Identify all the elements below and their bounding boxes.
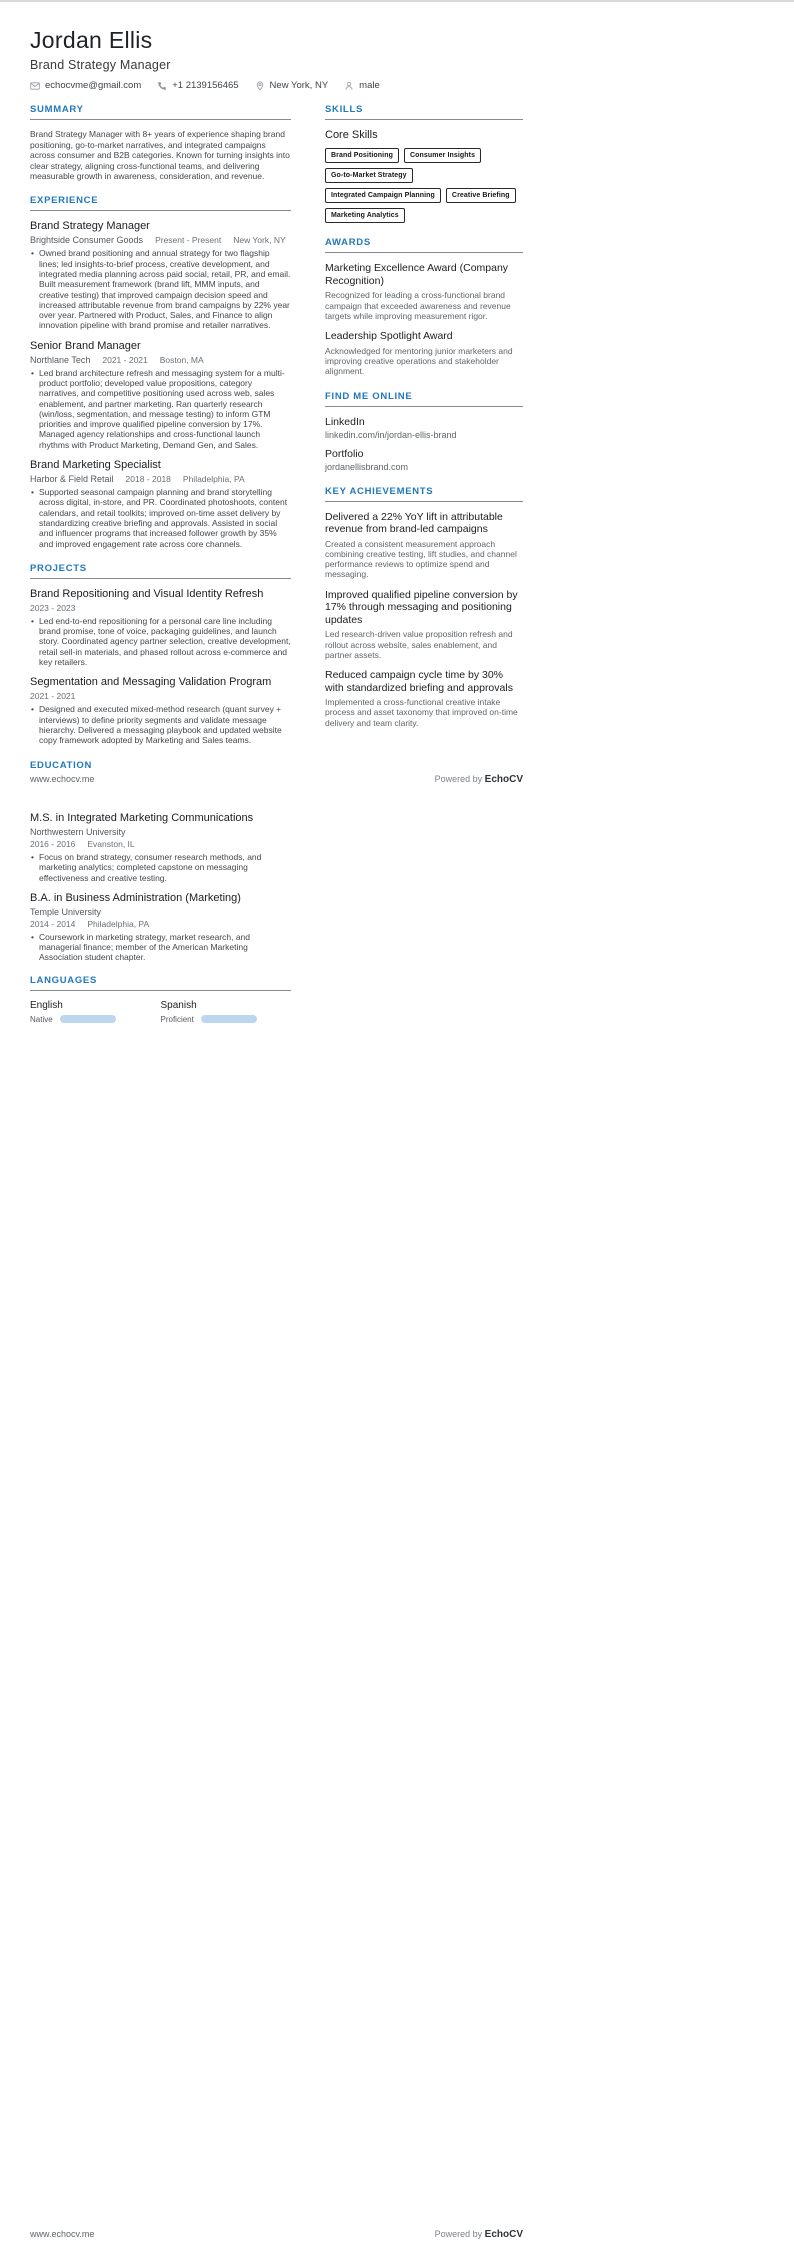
achievement-item — [325, 511, 523, 580]
languages-heading: LANGUAGES — [30, 975, 291, 991]
achievement-description: Led research-driven value proposition refresh and rollout across website, sales enablement, and partner assets. — [325, 629, 513, 660]
job-title: Brand Strategy Manager — [30, 220, 150, 233]
section-languages — [30, 975, 291, 1024]
contact-location-text: New York, NY — [269, 80, 329, 92]
language-level-row — [161, 1015, 292, 1024]
skill-chip: Brand Positioning — [325, 148, 399, 163]
key-achievements-heading: KEY ACHIEVEMENTS — [325, 486, 523, 502]
education-meta — [30, 839, 291, 849]
company-name: Northlane Tech — [30, 354, 91, 365]
award-description: Acknowledged for mentoring junior marketers and improving creative operations and stakeholder alignment. — [325, 345, 513, 377]
candidate-name: Jordan Ellis — [30, 27, 153, 53]
page-footer — [30, 774, 523, 785]
contact-location — [255, 80, 329, 91]
education-bullet: • Coursework in marketing strategy, market research, and managerial finance; member of the American Marketing Association student chapter. — [30, 932, 291, 963]
contact-email-text: echocvme@gmail.com — [45, 80, 142, 92]
education-bullet-list — [30, 932, 291, 963]
profile-label: LinkedIn — [325, 415, 365, 428]
job-bullet: • Led brand architecture refresh and messaging system for a multi-product portfolio; developed value propositions, category narratives, and competitive positioning used across web, sales enablement, and partner marketing. Ran quarterly research (win/loss, segmentation, and message testing) to inform GTM priorities and improve qualified pipeline conversion by 17%. Managed agency relationships and cross-functional launch rhythms with Product Marketing, Demand Gen, and Sales. — [30, 368, 291, 450]
profile-url-link[interactable]: linkedin.com/in/jordan-ellis-brand — [325, 429, 457, 440]
language-level-label: Proficient — [160, 1014, 194, 1024]
project-bullet-list — [30, 616, 291, 667]
company-name: Harbor & Field Retail — [30, 474, 114, 485]
experience-entry — [30, 340, 291, 450]
profile-url-link[interactable]: jordanellisbrand.com — [325, 461, 409, 472]
resume-columns — [30, 104, 764, 789]
skills-chip-list — [325, 148, 523, 223]
achievement-description: Implemented a cross-functional creative intake process and asset taxonomy that improved on-time delivery and team clarity. — [325, 697, 518, 728]
skills-group-label: Core Skills — [325, 129, 378, 142]
project-entry — [30, 588, 291, 667]
job-dates: Present - Present — [155, 235, 222, 246]
contact-row — [30, 80, 764, 91]
find-me-online-heading: FIND ME ONLINE — [325, 391, 523, 407]
degree-title: B.A. in Business Administration (Marketing) — [30, 891, 241, 904]
education-heading: EDUCATION — [30, 760, 291, 776]
footer-site-link[interactable]: www.echocv.me — [30, 774, 95, 784]
job-bullet-list — [30, 368, 291, 450]
job-location: New York, NY — [233, 235, 286, 246]
section-summary — [30, 104, 291, 181]
achievement-title: Reduced campaign cycle time by 30% with standardized briefing and approvals — [325, 669, 513, 694]
job-dates: 2021 - 2021 — [102, 354, 148, 365]
skill-chip: Marketing Analytics — [325, 208, 405, 223]
language-name: Spanish — [160, 999, 197, 1011]
section-projects — [30, 563, 291, 746]
achievement-item — [325, 589, 523, 660]
language-level-label: Native — [30, 1014, 53, 1024]
education-meta — [30, 919, 291, 929]
email-icon — [30, 81, 40, 91]
section-awards — [325, 237, 523, 376]
section-experience — [30, 195, 291, 549]
footer-brand-link[interactable]: EchoCV — [484, 2229, 523, 2240]
awards-heading: AWARDS — [325, 237, 523, 253]
phone-icon — [157, 81, 167, 91]
job-dates: 2018 - 2018 — [125, 474, 171, 485]
project-dates: 2023 - 2023 — [30, 602, 76, 613]
footer-site-link[interactable]: www.echocv.me — [30, 2229, 95, 2239]
experience-entry — [30, 459, 291, 549]
footer-powered-text: Powered by — [434, 774, 483, 784]
education-bullet-list — [30, 852, 291, 883]
online-profile-item — [325, 448, 523, 472]
skill-chip: Go-to-Market Strategy — [325, 168, 413, 183]
language-item — [30, 1000, 161, 1024]
resume-header — [0, 0, 794, 91]
skill-chip: Consumer Insights — [404, 148, 481, 163]
contact-email — [30, 80, 141, 91]
language-proficiency-bar — [201, 1015, 257, 1023]
languages-row — [30, 1000, 291, 1024]
award-item — [325, 262, 523, 321]
project-meta — [30, 691, 291, 701]
job-bullet-list — [30, 487, 291, 549]
project-meta — [30, 603, 291, 613]
page2-left-column — [30, 790, 291, 1024]
achievement-title: Delivered a 22% YoY lift in attributable revenue from brand-led campaigns — [325, 510, 503, 536]
resume-page-2 — [0, 790, 794, 2246]
education-dates: 2016 - 2016 — [30, 839, 76, 849]
contact-gender — [344, 80, 380, 91]
job-location: Boston, MA — [159, 354, 204, 365]
school-name: Temple University — [30, 906, 102, 917]
school-name: Northwestern University — [30, 827, 126, 837]
project-bullet-list — [30, 704, 291, 745]
education-entry — [30, 892, 291, 963]
education-location: Philadelphia, PA — [87, 918, 150, 929]
projects-heading: PROJECTS — [30, 563, 291, 579]
project-dates: 2021 - 2021 — [30, 691, 76, 702]
award-title: Marketing Excellence Award (Company Recognition) — [325, 262, 509, 287]
footer-powered — [435, 2229, 523, 2240]
resume-page-1 — [0, 0, 794, 790]
job-meta — [30, 235, 291, 245]
company-name: Brightside Consumer Goods — [30, 235, 144, 246]
skill-chip: Integrated Campaign Planning — [325, 188, 441, 203]
achievement-item — [325, 669, 523, 728]
job-meta — [30, 474, 291, 484]
job-bullet-list — [30, 248, 291, 330]
profile-label: Portfolio — [325, 447, 364, 460]
skills-heading: SKILLS — [325, 104, 523, 120]
language-proficiency-bar — [60, 1015, 116, 1023]
experience-heading: EXPERIENCE — [30, 195, 291, 211]
award-item — [325, 330, 523, 376]
experience-entry — [30, 220, 291, 330]
education-location: Evanston, IL — [87, 839, 135, 849]
language-level-row — [30, 1015, 161, 1024]
language-item — [161, 1000, 292, 1024]
project-bullet: • Designed and executed mixed-method research (quant survey + interviews) to define priority segments and validate message hierarchy. Delivered a messaging playbook and updated website copy framework adopted by Marketing and Sales teams. — [30, 704, 291, 745]
section-find-me-online — [325, 391, 523, 472]
candidate-title: Brand Strategy Manager — [30, 58, 171, 73]
left-column — [30, 104, 291, 789]
job-title: Brand Marketing Specialist — [30, 459, 161, 472]
award-title: Leadership Spotlight Award — [325, 330, 453, 343]
education-bullet: • Focus on brand strategy, consumer research methods, and marketing analytics; completed capstone on messaging effectiveness and creative testing. — [30, 852, 291, 883]
achievement-title: Improved qualified pipeline conversion by 17% through messaging and positioning updates — [325, 588, 518, 626]
job-bullet: • Supported seasonal campaign planning and brand storytelling across digital, in-store, and PR. Coordinated photoshoots, content calendars, and retail toolkits; improved on-time asset delivery by standardizing creative briefing and approvals. Assisted in social and influencer programs that increased follower growth by 35% and improved engagement rate across core channels. — [30, 487, 291, 549]
section-skills — [325, 104, 523, 223]
right-column — [325, 104, 523, 789]
skill-chip: Creative Briefing — [446, 188, 516, 203]
person-icon — [344, 81, 354, 91]
contact-phone — [157, 80, 238, 91]
page-footer — [30, 2229, 523, 2240]
job-location: Philadelphia, PA — [182, 474, 245, 485]
project-title: Segmentation and Messaging Validation Program — [30, 676, 272, 689]
project-bullet: • Led end-to-end repositioning for a personal care line including brand promise, tone of voice, packaging guidelines, and launch story. Coordinated agency partner selection, creative development, retail sell-in materials, and phased rollout across e-commerce and key retailers. — [30, 616, 291, 667]
award-description: Recognized for leading a cross-functional brand campaign that exceeded awareness and revenue targets while improving measurement rigor. — [325, 290, 511, 321]
degree-title: M.S. in Integrated Marketing Communications — [30, 812, 254, 824]
job-title: Senior Brand Manager — [30, 339, 141, 352]
location-pin-icon — [255, 81, 265, 91]
footer-brand-link[interactable]: EchoCV — [484, 774, 523, 785]
contact-gender-text: male — [359, 80, 380, 92]
education-entry — [30, 812, 291, 883]
contact-phone-text: +1 2139156465 — [172, 80, 239, 92]
job-bullet: • Owned brand positioning and annual strategy for two flagship lines; led insights-to-brief process, creative development, and integrated media planning across paid social, retail, PR, and email. Built measurement framework (brand lift, MMM inputs, and creative testing) that improved campaign decision speed and increased attributable revenue from brand campaigns by 22% year over year. Partnered with Product, Sales, and Finance to align innovation pipeline with brand promise and retailer narratives. — [30, 248, 291, 330]
footer-powered — [435, 774, 523, 785]
summary-heading: SUMMARY — [30, 104, 291, 120]
language-name: English — [30, 999, 63, 1011]
section-key-achievements — [325, 486, 523, 728]
achievement-description: Created a consistent measurement approach combining creative testing, lift studies, and channel performance reviews to optimize spend and messaging. — [325, 538, 517, 580]
online-profile-item — [325, 416, 523, 440]
job-meta — [30, 355, 291, 365]
project-entry — [30, 676, 291, 745]
project-title: Brand Repositioning and Visual Identity Refresh — [30, 587, 264, 600]
summary-text: Brand Strategy Manager with 8+ years of experience shaping brand positioning, go-to-market narratives, and integrated campaigns across consumer and B2B categories. Known for turning insights into clear strategy, aligning cross-functional teams, and delivering measurable growth in awareness, consideration, and revenue. — [30, 129, 290, 181]
education-dates: 2014 - 2014 — [30, 918, 76, 929]
footer-powered-text: Powered by — [434, 2229, 483, 2239]
